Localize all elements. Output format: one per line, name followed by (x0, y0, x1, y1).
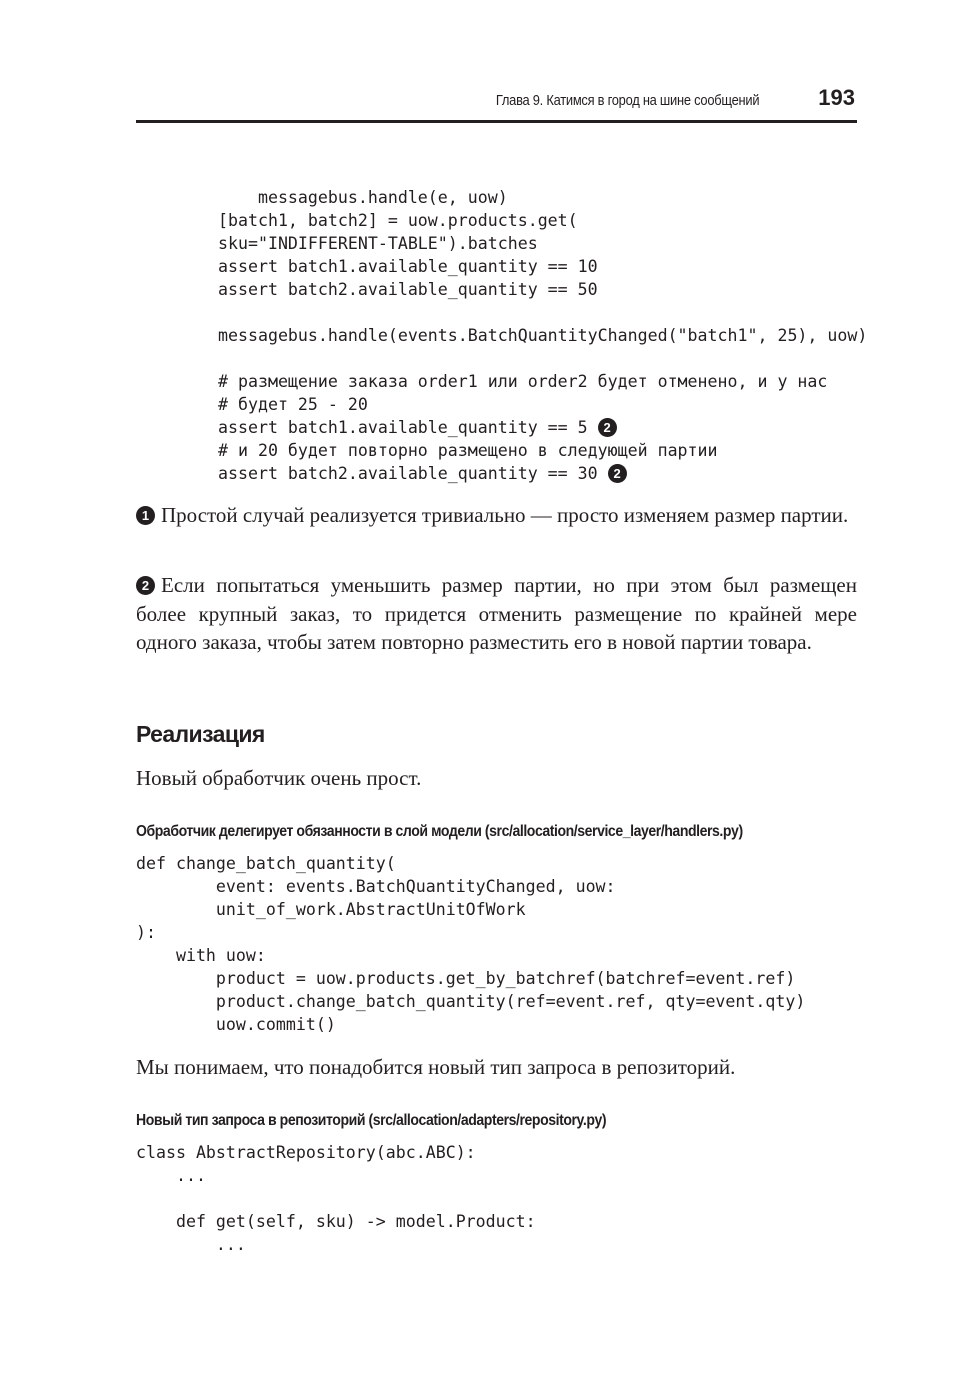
callout-marker-2: 2 (608, 464, 627, 483)
code-line (218, 301, 867, 324)
code-line: event: events.BatchQuantityChanged, uow: (136, 877, 616, 896)
code-line: # будет 25 - 20 (218, 395, 368, 414)
code-line: product = uow.products.get_by_batchref(batchref=event.ref) (136, 969, 796, 988)
code-line: ... (136, 1235, 246, 1254)
chapter-title: Глава 9. Катимся в город на шине сообщений (495, 92, 759, 109)
callout-marker-2: 2 (598, 418, 617, 437)
section-heading: Реализация (136, 721, 265, 747)
note-2-text: Если попытаться уменьшить размер партии, но при этом был размещен более крупный заказ, то придется отменить размещение по крайней мере одного заказа, чтобы затем повторно разместить его в новой партии товара. (136, 573, 857, 654)
page-number: 193 (818, 85, 855, 110)
code-line: product.change_batch_quantity(ref=event.ref, qty=event.qty) (136, 992, 806, 1011)
code-line: uow.commit() (136, 1015, 336, 1034)
code-line: def change_batch_quantity( (136, 854, 396, 873)
code-text: assert batch2.available_quantity == 30 (218, 464, 598, 483)
code-line: assert batch2.available_quantity == 50 (218, 280, 598, 299)
code-block-handlers (136, 852, 805, 1036)
listing-caption-repository: Новый тип запроса в репозиторий (src/allocation/adapters/repository.py) (136, 1112, 607, 1129)
code-line: ... (136, 1166, 206, 1185)
code-line: class AbstractRepository(abc.ABC): (136, 1143, 476, 1162)
section-intro: Новый обработчик очень прост. (136, 766, 422, 790)
code-line: ): (136, 923, 156, 942)
note-1-text: Простой случай реализуется тривиально — просто изменяем размер партии. (161, 503, 849, 527)
code-line (136, 1187, 536, 1210)
code-line-with-callout (218, 462, 867, 485)
code-line: sku="INDIFFERENT-TABLE").batches (218, 234, 538, 253)
code-line-with-callout (218, 416, 867, 439)
code-line: unit_of_work.AbstractUnitOfWork (136, 900, 526, 919)
code-block-repository (136, 1141, 536, 1256)
code-line: assert batch1.available_quantity == 10 (218, 257, 598, 276)
listing-caption-handlers: Обработчик делегирует обязанности в слой модели (src/allocation/service_layer/handlers.py) (136, 823, 743, 840)
code-line: messagebus.handle(events.BatchQuantityChanged("batch1", 25), uow) (218, 326, 868, 345)
code-line: [batch1, batch2] = uow.products.get( (218, 211, 578, 230)
paragraph-repository: Мы понимаем, что понадобится новый тип запроса в репозиторий. (136, 1055, 736, 1079)
note-1 (136, 501, 857, 530)
callout-marker-2: 2 (136, 576, 155, 595)
callout-marker-1: 1 (136, 506, 155, 525)
page-header (136, 84, 857, 123)
code-text: assert batch1.available_quantity == 5 (218, 418, 588, 437)
code-line: # и 20 будет повторно размещено в следующей партии (218, 441, 718, 460)
code-block-test (218, 186, 867, 485)
code-line: # размещение заказа order1 или order2 будет отменено, и у нас (218, 372, 828, 391)
code-line: messagebus.handle(e, uow) (218, 188, 508, 207)
code-line: with uow: (136, 946, 266, 965)
note-2 (136, 571, 857, 657)
code-line: def get(self, sku) -> model.Product: (136, 1212, 536, 1231)
code-line (218, 347, 867, 370)
